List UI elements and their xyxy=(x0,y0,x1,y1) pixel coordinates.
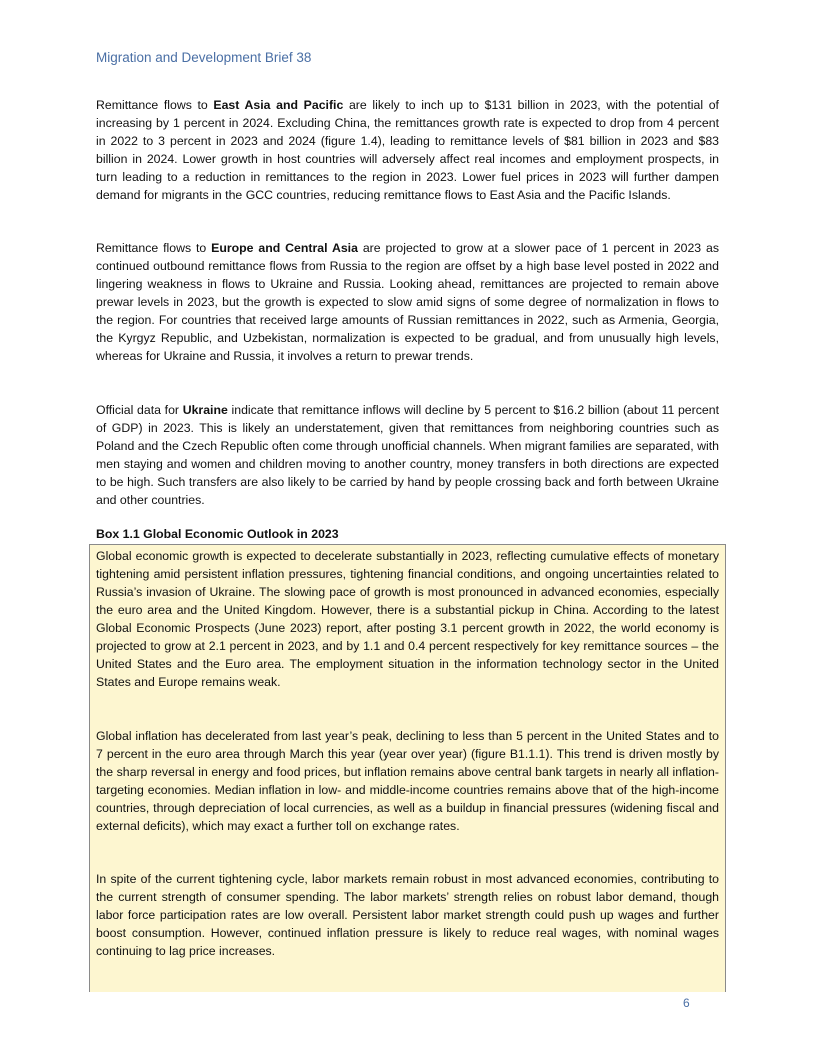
paragraph-ukraine xyxy=(96,401,719,509)
box-paragraph-labor-markets: In spite of the current tightening cycle, labor markets remain robust in most advanced economies, contributing to the current strength of consumer spending. The labor markets’ strength relies on robust labor demand, though labor force participation rates are low overall. Persistent labor market strength could push up wages and further boost consumption. However, continued inflation pressure is likely to reduce real wages, with nominal wages continuing to lag price increases. xyxy=(96,872,719,958)
box-title: Box 1.1 Global Economic Outlook in 2023 xyxy=(96,527,339,541)
region-name-bold: East Asia and Pacific xyxy=(213,98,344,112)
paragraph-east-asia-pacific xyxy=(96,96,719,204)
paragraph-post: indicate that remittance inflows will decline by 5 percent to $16.2 billion (about 11 percent of GDP) in 2023. This is likely an understatement, given that remittances from neighboring countries such as Poland and the Czech Republic often come through unofficial channels. When migrant families are separated, with men staying and women and children moving to another country, money transfers in both directions are expected to be high. Such transfers are also likely to be carried by hand by people crossing back and forth between Ukraine and other countries. xyxy=(96,403,719,507)
box-paragraph-inflation: Global inflation has decelerated from last year’s peak, declining to less than 5 percent in the United States and to 7 percent in the euro area through March this year (year over year) (figure B1.1.1). This trend is driven mostly by the sharp reversal in energy and food prices, but inflation remains above central bank targets in nearly all inflation-targeting economies. Median inflation in low- and middle-income countries remains above that of the high-income countries, through depreciation of local currencies, as well as a buildup in financial pressures (widening fiscal and external deficits), which may exact a further toll on exchange rates. xyxy=(96,729,719,833)
paragraph-pre: Remittance flows to xyxy=(96,98,214,112)
region-name-bold: Ukraine xyxy=(182,403,228,417)
paragraph-pre: Official data for xyxy=(96,403,183,417)
paragraph-post: are likely to inch up to $131 billion in 2023, with the potential of increasing by 1 percent in 2024. Excluding China, the remittances growth rate is expected to drop from 4 percent in 2022 to 3 percent in 2023 and 2024 (figure 1.4), leading to remittance levels of $81 billion in 2023 and $83 billion in 2024. Lower growth in host countries will adversely affect real incomes and employment prospects, in turn leading to a reduction in remittances to the region in 2023. Lower fuel prices in 2023 will further dampen demand for migrants in the GCC countries, reducing remittance flows to East Asia and the Pacific Islands. xyxy=(96,98,719,202)
box-paragraph-growth: Global economic growth is expected to decelerate substantially in 2023, reflecting cumulative effects of monetary tightening amid persistent inflation pressures, tightening financial conditions, and ongoing uncertainties related to Russia’s invasion of Ukraine. The slowing pace of growth is most pronounced in advanced economies, especially the euro area and the United Kingdom. However, there is a substantial pickup in China. According to the latest Global Economic Prospects (June 2023) report, after posting 3.1 percent growth in 2022, the world economy is projected to grow at 2.1 percent in 2023, and by 1.1 and 0.4 percent respectively for key remittance sources – the United States and the Euro area. The employment situation in the information technology sector in the United States and Europe remains weak. xyxy=(96,549,719,689)
page-number: 6 xyxy=(683,996,690,1010)
paragraph-post: are projected to grow at a slower pace of 1 percent in 2023 as continued outbound remittance flows from Russia to the region are offset by a high base level posted in 2022 and lingering weakness in flows to Ukraine and Russia. Looking ahead, remittances are projected to remain above prewar levels in 2023, but the growth is expected to slow amid signs of some degree of normalization in flows to the region. For countries that received large amounts of Russian remittances in 2022, such as Armenia, Georgia, the Kyrgyz Republic, and Uzbekistan, normalization is expected to be gradual, and from unusually high levels, whereas for Ukraine and Russia, it involves a return to prewar trends. xyxy=(96,241,720,363)
paragraph-europe-central-asia xyxy=(96,239,719,365)
running-header: Migration and Development Brief 38 xyxy=(96,50,312,65)
region-name-bold: Europe and Central Asia xyxy=(211,241,358,255)
paragraph-pre: Remittance flows to xyxy=(96,241,212,255)
box-global-economic-outlook xyxy=(89,544,726,992)
